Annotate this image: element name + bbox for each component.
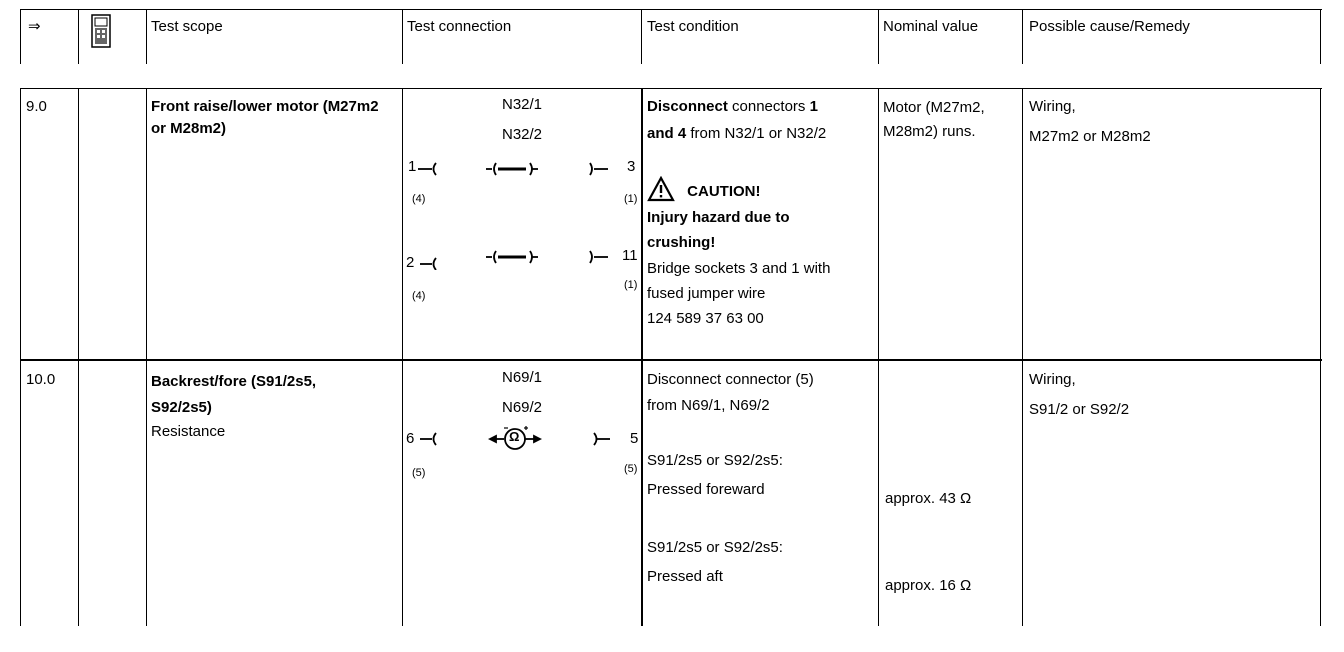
header-divider [1022, 9, 1023, 64]
condition-text: connectors [727, 98, 810, 115]
condition-text: S91/2s5 or S92/2s5: [647, 452, 783, 469]
module-label: N32/1 [501, 96, 543, 113]
condition-line [647, 96, 818, 118]
test-scope: Backrest/fore (S91/2s5, S92/2s5) [151, 373, 317, 416]
header-divider [402, 9, 403, 64]
nominal-value: approx. 16 Ω [885, 577, 972, 594]
condition-text: fused jumper wire [647, 285, 766, 302]
condition-bold: 1 [809, 98, 818, 115]
condition-text: Pressed foreward [647, 481, 765, 498]
caution-label [647, 176, 761, 203]
col-rule [402, 88, 403, 626]
condition-text: from N32/1 or N32/2 [686, 125, 827, 142]
col-rule [78, 88, 79, 626]
header-divider [146, 9, 147, 64]
warning-text: crushing! [647, 234, 716, 251]
row-rule [20, 88, 1322, 89]
module-label: N32/2 [501, 126, 543, 143]
header-divider [641, 9, 642, 64]
caution-text: CAUTION! [687, 183, 761, 200]
warning-text: Injury hazard due to [647, 209, 790, 226]
pin-sub-label: (1) [624, 193, 638, 205]
header-nominal-value: Nominal value [883, 18, 979, 35]
header-test-condition: Test condition [647, 18, 739, 35]
col-rule [1022, 88, 1023, 626]
pin-sub-label: (4) [412, 290, 426, 302]
pin-sub-label: (5) [624, 463, 638, 475]
header-divider [20, 9, 21, 64]
header-test-scope: Test scope [151, 18, 223, 35]
condition-line [647, 123, 826, 145]
possible-cause: M27m2 or M28m2 [1029, 128, 1151, 145]
header-possible-cause: Possible cause/Remedy [1029, 18, 1190, 35]
col-rule [20, 88, 21, 626]
header-top-rule [20, 9, 1322, 10]
header-arrow: ⇒ [28, 18, 41, 35]
step-number: 10.0 [26, 371, 56, 388]
col-rule [146, 88, 147, 626]
condition-text: from N69/1, N69/2 [647, 397, 770, 414]
condition-bold: Disconnect [647, 98, 728, 115]
header-divider [878, 9, 879, 64]
ohmmeter-symbol [420, 424, 630, 454]
test-scope-detail: Resistance [151, 423, 226, 440]
pin-label: 11 [622, 247, 638, 264]
header-divider [78, 9, 79, 64]
step-number: 9.0 [26, 98, 47, 115]
connector-symbol [418, 160, 628, 270]
test-scope: Front raise/lower motor (M27m2 or M28m2) [151, 98, 379, 137]
ohm-symbol: Ω [509, 429, 520, 444]
meter-icon [90, 14, 112, 55]
possible-cause: Wiring, [1029, 371, 1076, 388]
module-label: N69/1 [501, 369, 543, 386]
pin-label: 3 [627, 158, 636, 175]
pin-label: 2 [406, 254, 415, 271]
condition-bold: and 4 [647, 125, 687, 142]
condition-text: S91/2s5 or S92/2s5: [647, 539, 783, 556]
pin-sub-label: (4) [412, 193, 426, 205]
pin-label: 1 [408, 158, 417, 175]
col-rule [1320, 88, 1321, 626]
possible-cause: Wiring, [1029, 98, 1076, 115]
header-divider [1320, 9, 1321, 64]
col-rule [878, 88, 879, 626]
row-rule [20, 359, 1322, 361]
pin-sub-label: (1) [624, 279, 638, 291]
nominal-value: Motor (M27m2, M28m2) runs. [883, 99, 985, 140]
header-test-connection: Test connection [407, 18, 512, 35]
pin-label: 6 [406, 430, 415, 447]
module-label: N69/2 [501, 399, 543, 416]
pin-label: 5 [630, 430, 639, 447]
warning-icon [647, 176, 675, 202]
part-number: 124 589 37 63 00 [647, 310, 764, 327]
pin-sub-label: (5) [412, 467, 426, 479]
condition-text: Disconnect connector (5) [647, 371, 814, 388]
condition-text: Pressed aft [647, 568, 723, 585]
nominal-value: approx. 43 Ω [885, 490, 972, 507]
possible-cause: S91/2 or S92/2 [1029, 401, 1130, 418]
col-rule [641, 88, 643, 626]
condition-text: Bridge sockets 3 and 1 with [647, 260, 831, 277]
